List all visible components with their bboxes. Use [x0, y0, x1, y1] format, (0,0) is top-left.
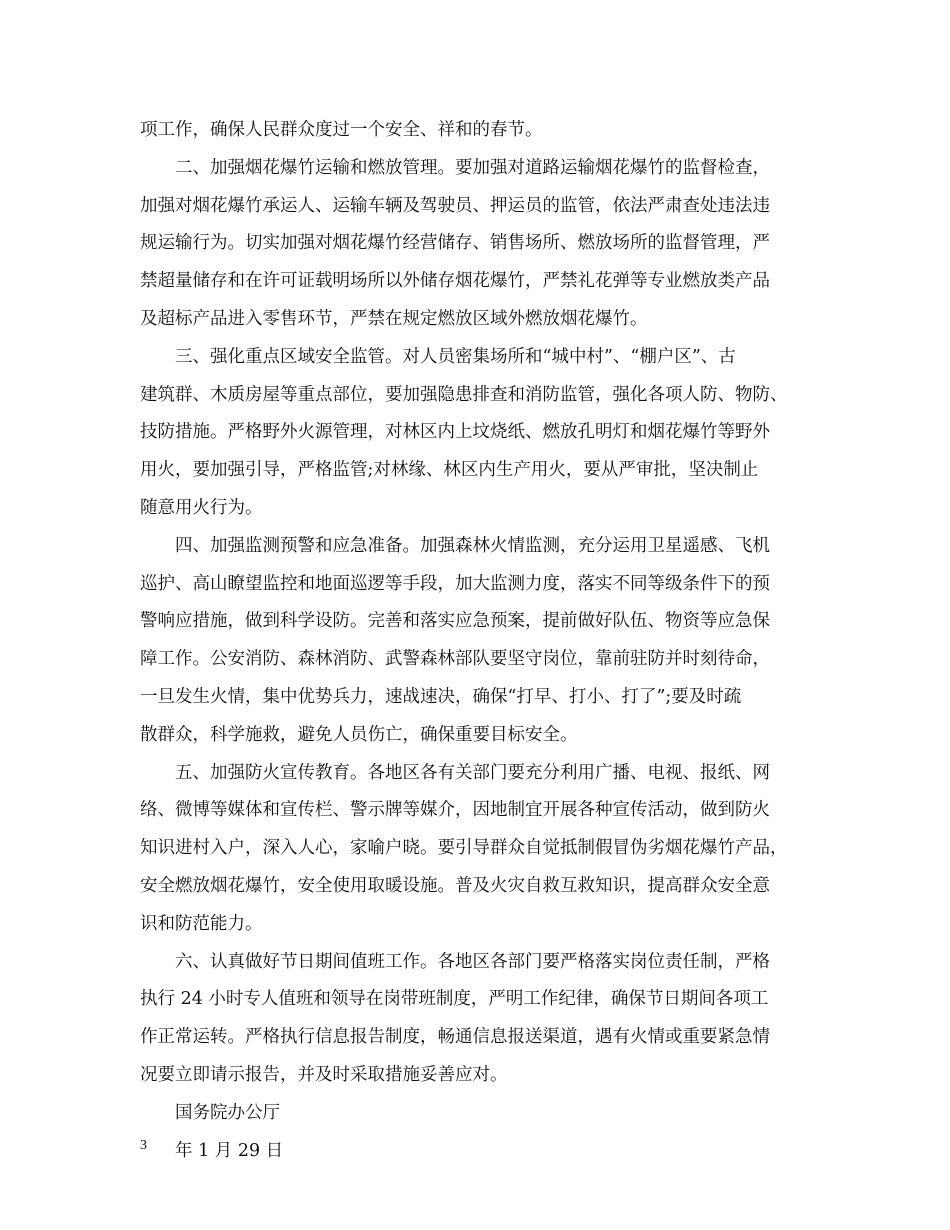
text-line: 建筑群、木质房屋等重点部位，要加强隐患排查和消防监管，强化各项人防、物防、	[140, 384, 788, 405]
text-line: 络、微博等媒体和宣传栏、警示牌等媒介，因地制宜开展各种宣传活动，做到防火	[140, 800, 770, 821]
document-body	[140, 112, 820, 1170]
text-line: 巡护、高山瞭望监控和地面巡逻等手段，加大监测力度，落实不同等级条件下的预	[140, 573, 770, 594]
text-line: 况要立即请示报告，并及时采取措施妥善应对。	[140, 1064, 508, 1085]
text-line: 散群众，科学施救，避免人员伤亡，确保重要目标安全。	[140, 724, 578, 745]
text-line: 警响应措施，做到科学设防。完善和落实应急预案，提前做好队伍、物资等应急保	[140, 611, 770, 632]
text-line: 随意用火行为。	[140, 497, 263, 518]
text-line: 用火，要加强引导，严格监管;对林缘、林区内生产用火，要从严审批，坚决制止	[140, 460, 759, 481]
text-line: 加强对烟花爆竹承运人、运输车辆及驾驶员、押运员的监管，依法严肃查处违法违	[140, 195, 770, 216]
section-six-heading-line: 六、认真做好节日期间值班工作。各地区各部门要严格落实岗位责任制，严格	[175, 951, 770, 972]
page-number: 3	[140, 1138, 147, 1153]
text-line: 禁超量储存和在许可证载明场所以外储存烟花爆竹，严禁礼花弹等专业燃放类产品	[140, 271, 770, 292]
signature-issuer: 国务院办公厅	[175, 1102, 280, 1123]
text-line: 一旦发生火情，集中优势兵力，速战速决，确保“打早、打小、打了”;要及时疏	[140, 686, 742, 707]
text-line: 技防措施。严格野外火源管理，对林区内上坟烧纸、燃放孔明灯和烟花爆竹等野外	[140, 422, 770, 443]
section-four-heading-line: 四、加强监测预警和应急准备。加强森林火情监测，充分运用卫星遥感、飞机	[175, 535, 770, 556]
text-line: 作正常运转。严格执行信息报告制度，畅通信息报送渠道，遇有火情或重要紧急情	[140, 1027, 770, 1048]
section-two-heading-line: 二、加强烟花爆竹运输和燃放管理。要加强对道路运输烟花爆竹的监督检查，	[175, 157, 770, 178]
section-three-heading-line: 三、强化重点区域安全监管。对人员密集场所和“城中村”、“棚户区”、古	[175, 346, 736, 367]
signature-date: 年 1 月 29 日	[175, 1140, 284, 1161]
text-line: 障工作。公安消防、森林消防、武警森林部队要坚守岗位，靠前驻防并时刻待命，	[140, 649, 770, 670]
text-line: 及超标产品进入零售环节，严禁在规定燃放区域外燃放烟花爆竹。	[140, 308, 648, 329]
text-line: 识和防范能力。	[140, 913, 263, 934]
section-five-heading-line: 五、加强防火宣传教育。各地区各有关部门要充分利用广播、电视、报纸、网	[175, 762, 770, 783]
text-line: 知识进村入户，深入人心，家喻户晓。要引导群众自觉抵制假冒伪劣烟花爆竹产品，	[140, 838, 788, 859]
text-line: 项工作，确保人民群众度过一个安全、祥和的春节。	[140, 120, 543, 140]
text-line: 安全燃放烟花爆竹，安全使用取暖设施。普及火灾自救互救知识，提高群众安全意	[140, 875, 770, 896]
text-line: 规运输行为。切实加强对烟花爆竹经营储存、销售场所、燃放场所的监督管理，严	[140, 233, 770, 254]
text-line: 执行 24 小时专人值班和领导在岗带班制度，严明工作纪律，确保节日期间各项工	[140, 989, 769, 1010]
